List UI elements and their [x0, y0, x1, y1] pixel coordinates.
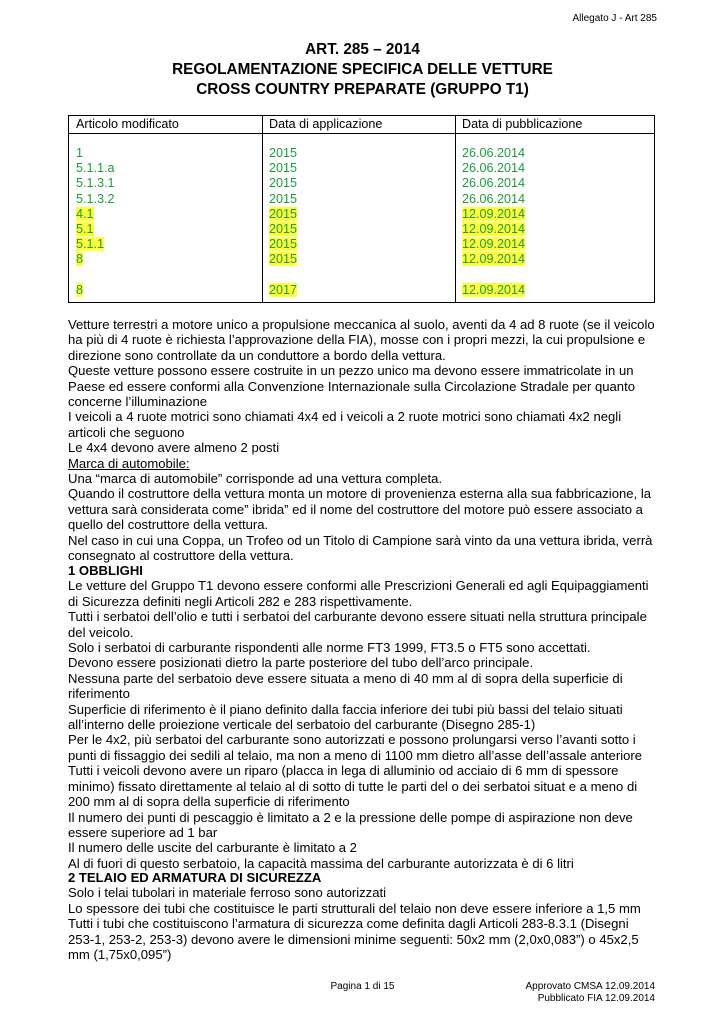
table-cell — [76, 268, 115, 283]
table-cell: 12.09.2014 — [462, 237, 526, 252]
table-cell: 26.06.2014 — [462, 146, 526, 160]
table-cell: 1 — [76, 146, 84, 160]
paragraph: Una “marca di automobile” corrisponde ad una vettura completa. — [68, 471, 443, 487]
title-line-2: REGOLAMENTAZIONE SPECIFICA DELLE VETTURE — [172, 61, 553, 78]
table-cell: 5.1.1 — [76, 237, 105, 252]
table-cell: 5.1 — [76, 221, 94, 236]
paragraph: Quando il costruttore della vettura monta un motore di provenienza esterna alla sua fabbricazione, la vettura sarà considerata come” ibrida” ed il nome del costruttore del motore può essere associato a quello del costruttore della vettura. — [68, 486, 652, 533]
table-cell: 26.06.2014 — [462, 161, 526, 176]
paragraph: Nessuna parte del serbatoio deve essere situata a meno di 40 mm al di sopra della superficie di riferimento — [68, 670, 623, 702]
table-cell: 4.1 — [76, 206, 94, 221]
paragraph: Vetture terrestri a motore unico a propulsione meccanica al suolo, aventi da 4 ad 8 ruote (se il veicolo ha più di 4 ruote è richiesta l’approvazione della FIA), mosse con i propri mezzi, la cui propulsione e direzione sono controllate da un conduttore a bordo della vettura. — [68, 317, 655, 363]
paragraph: Solo i telai tubolari in materiale ferroso sono autorizzati — [68, 885, 387, 901]
table-cell: 2015 — [269, 237, 298, 252]
title-line-3: CROSS COUNTRY PREPARATE (GRUPPO T1) — [196, 81, 529, 98]
column-article — [69, 116, 263, 302]
paragraph: Tutti i veicoli devono avere un riparo (placca in lega di alluminio od acciaio di 6 mm di spessore minimo) fissato direttamente al telaio al di sotto di tutte le parti del o dei serbatoi situat e a meno di 200 mm al di sopra della superficie di riferimento — [68, 763, 638, 810]
paragraph: I veicoli a 4 ruote motrici sono chiamati 4x4 ed i veicoli a 2 ruote motrici sono chiamati 4x2 negli articoli che seguono — [68, 409, 622, 440]
page-title — [0, 40, 725, 100]
column-publication-date — [455, 116, 654, 302]
table-cell: 26.06.2014 — [462, 176, 526, 191]
published-date: Pubblicato FIA 12.09.2014 — [537, 993, 655, 1004]
table-cell: 12.09.2014 — [462, 221, 526, 236]
header-application-date: Data di applicazione — [269, 117, 383, 131]
paragraph: Nel caso in cui una Coppa, un Trofeo od un Titolo di Campione sarà vinto da una vettura ibrida, verrà consegnato al costruttore della vettura. — [68, 532, 653, 564]
header-publication-date: Data di pubblicazione — [462, 117, 583, 131]
header-article: Articolo modificato — [76, 117, 179, 131]
paragraph: Il numero dei punti di pescaggio è limitato a 2 e la pressione delle pompe di aspirazione non deve essere superiore ad 1 bar — [68, 809, 633, 840]
intro-section — [68, 317, 658, 564]
section-telaio — [68, 870, 658, 962]
table-cell: 2015 — [269, 176, 298, 191]
table-cell: 12.09.2014 — [462, 252, 526, 267]
annex-label: Allegato J - Art 285 — [572, 13, 657, 24]
paragraph: Queste vetture possono essere costruite in un pezzo unico ma devono essere immatricolate in un Paese ed essere conformi alla Convenzione Internazionale sulla Circolazione Stradale per quanto concerne l’illuminazione — [68, 363, 636, 410]
subheading-brand: Marca di automobile: — [68, 455, 190, 471]
paragraph: Le vetture del Gruppo T1 devono essere conformi alle Prescrizioni Generali ed agli Equipaggiamenti di Sicurezza definiti negli Articoli 282 e 283 rispettivamente. — [68, 578, 649, 609]
paragraph: Devono essere posizionati dietro la parte posteriore del tubo dell’arco principale. — [68, 655, 534, 671]
modifications-table — [68, 115, 655, 303]
table-cell: 8 — [76, 252, 84, 267]
paragraph: Il numero delle uscite del carburante è limitato a 2 — [68, 840, 357, 856]
paragraph: Per le 4x2, più serbatoi del carburante sono autorizzati e possono prolungarsi verso l’avanti sotto i punti di fissaggio dei sedili al telaio, ma non a meno di 1100 mm dietro all’asse dell’assale anteriore — [68, 732, 643, 763]
table-cell: 2017 — [269, 282, 298, 297]
table-cell: 26.06.2014 — [462, 191, 526, 206]
footer-approval — [525, 981, 655, 1005]
table-cell: 2015 — [269, 206, 298, 221]
paragraph: Tutti i tubi che costituiscono l’armatura di sicurezza come definita dagli Articoli 283-8.3.1 (Disegni 253-1, 253-2, 253-3) devono avere le dimensioni minime seguenti: 50x2 mm (2,0x0,083”) o 45x2,5 mm (1,75x0,095”) — [68, 916, 639, 963]
table-cell: 2015 — [269, 191, 298, 206]
paragraph: Solo i serbatoi di carburante rispondenti alle norme FT3 1999, FT3.5 o FT5 sono accettati. — [68, 640, 591, 656]
table-cell: 2015 — [269, 146, 298, 160]
table-cell — [269, 268, 297, 283]
table-cell: 5.1.1.a — [76, 161, 115, 176]
paragraph: Superficie di riferimento è il piano definito dalla faccia inferiore dei tubi più bassi del telaio situati all’interno delle proiezione verticale del serbatoio del carburante (Disegno 285-1) — [68, 701, 623, 733]
paragraph: Al di fuori di questo serbatoio, la capacità massima del carburante autorizzata è di 6 litri — [68, 855, 574, 871]
approved-date: Approvato CMSA 12.09.2014 — [525, 981, 655, 992]
table-cell: 2015 — [269, 252, 298, 267]
paragraph: Tutti i serbatoi dell’olio e tutti i serbatoi del carburante devono essere situati nella struttura principale del veicolo. — [68, 609, 647, 640]
paragraph: Lo spessore dei tubi che costituisce le parti strutturali del telaio non deve essere inferiore a 1,5 mm — [68, 900, 641, 916]
column-application-date — [262, 116, 456, 302]
table-cell: 5.1.3.2 — [76, 191, 115, 206]
table-cell: 12.09.2014 — [462, 206, 526, 221]
table-cell: 2015 — [269, 161, 298, 176]
table-cell: 8 — [76, 282, 84, 297]
section-obblighi — [68, 563, 658, 871]
table-cell — [462, 268, 525, 283]
paragraph: Le 4x4 devono avere almeno 2 posti — [68, 440, 280, 456]
table-cell: 5.1.3.1 — [76, 176, 115, 191]
title-line-1: ART. 285 – 2014 — [305, 41, 420, 58]
table-cell: 12.09.2014 — [462, 282, 526, 297]
table-cell: 2015 — [269, 221, 298, 236]
page-number: Pagina 1 di 15 — [330, 981, 395, 992]
section-heading: 1 OBBLIGHI — [68, 563, 143, 578]
section-heading: 2 TELAIO ED ARMATURA DI SICUREZZA — [68, 870, 322, 885]
